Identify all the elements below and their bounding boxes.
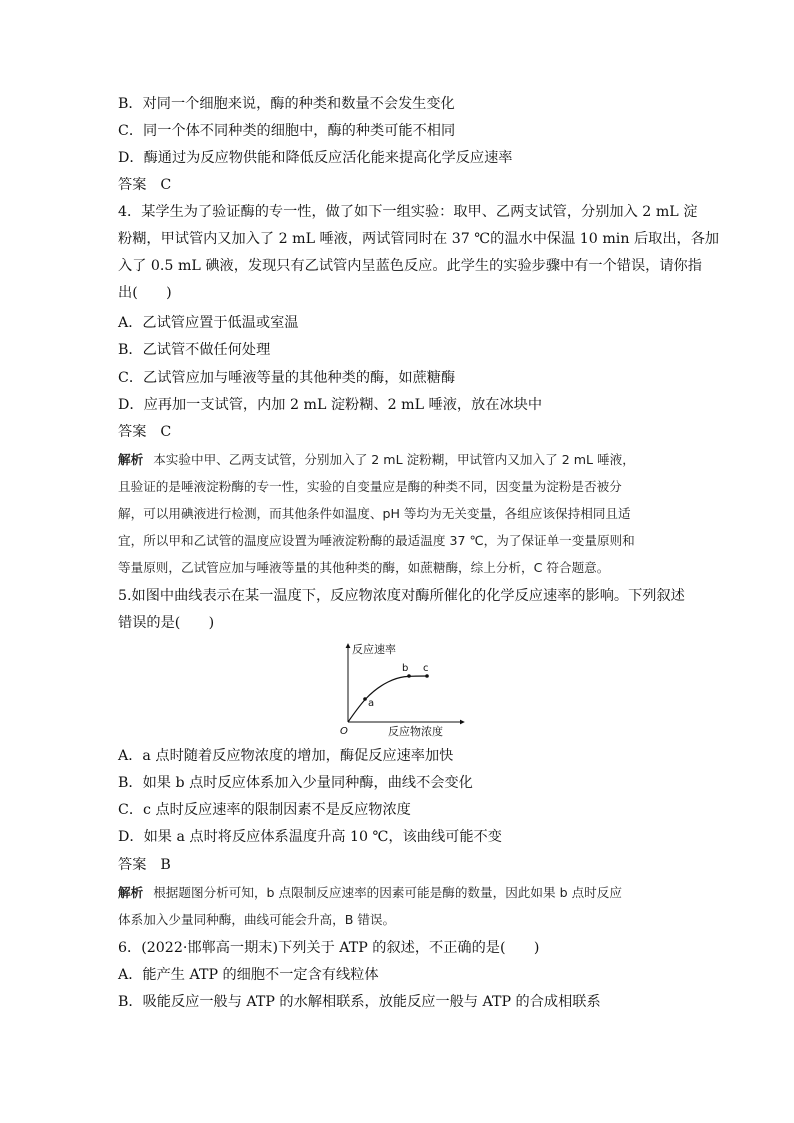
answer-value: C bbox=[160, 177, 172, 193]
q5-answer bbox=[118, 855, 171, 875]
q4-stem-line-2: 粉糊，甲试管内又加入了 2 mL 唾液，两试管同时在 37 ℃的温水中保温 10 min 后取出，各加 bbox=[118, 231, 720, 247]
q3-option-d: D．酶通过为反应物供能和降低反应活化能来提高化学反应速率 bbox=[118, 150, 513, 166]
q4-option-b: B．乙试管不做任何处理 bbox=[118, 342, 271, 358]
q5-stem-line-1: 5.如图中曲线表示在某一温度下，反应物浓度对酶所催化的化学反应速率的影响。下列叙述 bbox=[118, 588, 685, 604]
q3-option-c: C．同一个体不同种类的细胞中，酶的种类可能不相同 bbox=[118, 123, 456, 139]
point-c-marker bbox=[425, 674, 429, 678]
answer-label: 答案 bbox=[118, 857, 147, 873]
q4-analysis-line-1: 解析 本实验中甲、乙两支试管，分别加入了 2 mL 淀粉糊，甲试管内又加入了 2 mL 唾液， bbox=[118, 452, 635, 467]
q4-stem-line-3: 入了 0.5 mL 碘液，发现只有乙试管内呈蓝色反应。此学生的实验步骤中有一个错误，请你指 bbox=[118, 258, 702, 274]
analysis-label: 解析 bbox=[118, 452, 144, 467]
reaction-rate-graph bbox=[338, 638, 468, 738]
point-b-marker bbox=[407, 674, 411, 678]
q4-option-d: D．应再加一支试管，内加 2 mL 淀粉糊、2 mL 唾液，放在冰块中 bbox=[118, 397, 543, 413]
point-a-label: a bbox=[368, 698, 375, 709]
q4-stem-line-4: 出( ) bbox=[118, 285, 172, 301]
q6-option-a: A．能产生 ATP 的细胞不一定含有线粒体 bbox=[118, 967, 379, 983]
answer-label: 答案 bbox=[118, 424, 147, 440]
answer-value: B bbox=[160, 857, 171, 873]
q5-stem-line-2: 错误的是( ) bbox=[118, 615, 215, 631]
q5-option-a: A．a 点时随着反应物浓度的增加，酶促反应速率加快 bbox=[118, 748, 454, 764]
point-a-marker bbox=[363, 697, 367, 701]
q4-option-a: A．乙试管应置于低温或室温 bbox=[118, 315, 299, 331]
answer-value: C bbox=[160, 424, 172, 440]
x-axis-label: 反应物浓度 bbox=[388, 725, 443, 738]
q5-option-d: D．如果 a 点时将反应体系温度升高 10 ℃，该曲线可能不变 bbox=[118, 829, 502, 845]
q5-analysis-line-2: 体系加入少量同种酶，曲线可能会升高，B 错误。 bbox=[118, 912, 396, 927]
answer-label: 答案 bbox=[118, 177, 147, 193]
q4-analysis-line-5: 等量原则，乙试管应加与唾液等量的其他种类的酶，如蔗糖酶，综上分析，C 符合题意。 bbox=[118, 560, 610, 575]
y-axis-label: 反应速率 bbox=[352, 643, 396, 656]
q6-stem: 6．(2022·邯郸高一期末)下列关于 ATP 的叙述，不正确的是( ) bbox=[118, 940, 540, 956]
q4-analysis-line-4: 宜，所以甲和乙试管的温度应设置为唾液淀粉酶的最适温度 37 ℃，为了保证单一变量原则和 bbox=[118, 533, 635, 548]
q5-analysis-line-1: 解析 根据题图分析可知，b 点限制反应速率的因素可能是酶的数量，因此如果 b 点时反应 bbox=[118, 885, 622, 900]
q5-option-c: C．c 点时反应速率的限制因素不是反应物浓度 bbox=[118, 802, 411, 818]
point-b-label: b bbox=[402, 663, 409, 674]
q3-answer bbox=[118, 175, 171, 195]
q4-answer bbox=[118, 422, 171, 442]
q4-analysis-line-2: 且验证的是唾液淀粉酶的专一性，实验的自变量应是酶的种类不同，因变量为淀粉是否被分 bbox=[118, 479, 622, 494]
origin-label: O bbox=[340, 726, 348, 737]
analysis-label: 解析 bbox=[118, 885, 144, 900]
rate-curve bbox=[348, 676, 428, 722]
q3-option-b: B．对同一个细胞来说，酶的种类和数量不会发生变化 bbox=[118, 96, 455, 112]
q4-analysis-line-3: 解，可以用碘液进行检测，而其他条件如温度、pH 等均为无关变量，各组应该保持相同且适 bbox=[118, 506, 631, 521]
point-c-label: c bbox=[423, 663, 429, 674]
q4-stem-line-1: 4．某学生为了验证酶的专一性，做了如下一组实验：取甲、乙两支试管，分别加入 2 mL 淀 bbox=[118, 204, 698, 220]
q4-option-c: C．乙试管应加与唾液等量的其他种类的酶，如蔗糖酶 bbox=[118, 370, 456, 386]
q6-option-b: B．吸能反应一般与 ATP 的水解相联系，放能反应一般与 ATP 的合成相联系 bbox=[118, 994, 601, 1010]
q5-option-b: B．如果 b 点时反应体系加入少量同种酶，曲线不会变化 bbox=[118, 775, 473, 791]
